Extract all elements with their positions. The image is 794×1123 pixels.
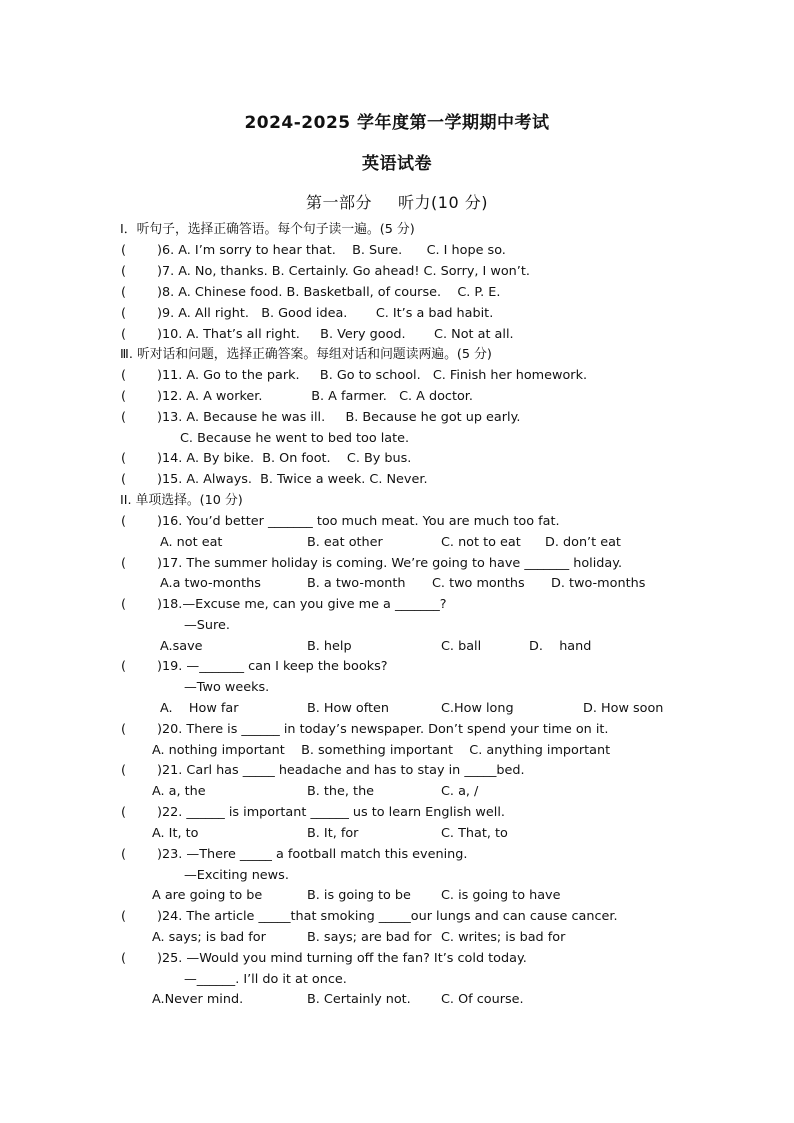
option-a: A. a, the (152, 784, 206, 799)
question-item: )15. A. Always. B. Twice a week. C. Never. (157, 472, 428, 487)
answer-paren: ( (121, 951, 126, 966)
option-a: A. It, to (152, 826, 199, 841)
dialogue-reply: —Sure. (184, 618, 230, 633)
part-name: 听力(10 分) (398, 193, 488, 212)
option-a: A. not eat (160, 535, 223, 550)
dialogue-reply: —Two weeks. (184, 680, 270, 695)
answer-paren: ( (121, 327, 126, 342)
answer-paren: ( (121, 306, 126, 321)
exam-title: 2024-2025 学年度第一学期期中考试 (244, 113, 550, 133)
option-a: A.a two-months (160, 576, 261, 591)
option-c: C.How long (441, 701, 514, 716)
option-c: C. two months (432, 576, 525, 591)
option-b: B. How often (307, 701, 390, 716)
option-d: D. don’t eat (545, 535, 621, 550)
answer-paren: ( (121, 763, 126, 778)
option-c: C. writes; is bad for (441, 930, 566, 945)
answer-paren: ( (121, 514, 126, 529)
part-label: 第一部分 (306, 193, 373, 212)
option-a: A.save (160, 639, 203, 654)
question-item: )8. A. Chinese food. B. Basketball, of course. C. P. E. (157, 285, 501, 300)
answer-paren: ( (121, 472, 126, 487)
answer-paren: ( (121, 368, 126, 383)
question-item: )14. A. By bike. B. On foot. C. By bus. (157, 451, 412, 466)
exam-subtitle: 英语试卷 (362, 154, 432, 174)
section-heading: I．听句子，选择正确答语。每个句子读一遍。(5 分) (120, 222, 415, 237)
question-item: )17. The summer holiday is coming. We’re going to have _______ holiday. (157, 556, 623, 571)
question-item: )22. ______ is important ______ us to learn English well. (157, 805, 505, 820)
option-line: A. nothing important B. something important C. anything important (152, 743, 611, 758)
option-a: A. says; is bad for (152, 930, 266, 945)
option-c: C. a, / (441, 784, 479, 799)
question-item: )18.—Excuse me, can you give me a _______? (157, 597, 447, 612)
question-item: )7. A. No, thanks. B. Certainly. Go ahead! C. Sorry, I won’t. (157, 264, 530, 279)
answer-paren: ( (121, 451, 126, 466)
question-item: )20. There is ______ in today’s newspaper. Don’t spend your time on it. (157, 722, 609, 737)
option-b: B. is going to be (307, 888, 411, 903)
option-c: C. Of course. (441, 992, 524, 1007)
answer-paren: ( (121, 389, 126, 404)
question-item: )25. —Would you mind turning off the fan? It’s cold today. (157, 951, 527, 966)
dialogue-reply: —Exciting news. (184, 868, 289, 883)
answer-paren: ( (121, 264, 126, 279)
option-c: C. is going to have (441, 888, 561, 903)
section-heading: II. 单项选择。(10 分) (120, 493, 243, 508)
answer-paren: ( (121, 285, 126, 300)
section-heading: Ⅲ. 听对话和问题，选择正确答案。每组对话和问题读两遍。(5 分) (120, 347, 492, 362)
question-item: )19. —_______ can I keep the books? (157, 659, 388, 674)
option-c: C. not to eat (441, 535, 521, 550)
option-d: D. two-months (551, 576, 646, 591)
option-b: B. eat other (307, 535, 383, 550)
answer-paren: ( (121, 243, 126, 258)
answer-paren: ( (121, 805, 126, 820)
option-a: A are going to be (152, 888, 263, 903)
option-a: A.Never mind. (152, 992, 244, 1007)
answer-paren: ( (121, 410, 126, 425)
option-c: C. That, to (441, 826, 508, 841)
option-b: B. help (307, 639, 352, 654)
question-item: )24. The article _____that smoking _____our lungs and can cause cancer. (157, 909, 618, 924)
question-item: )11. A. Go to the park. B. Go to school. C. Finish her homework. (157, 368, 588, 383)
option-a: A. How far (160, 701, 239, 716)
option-b: B. It, for (307, 826, 359, 841)
answer-paren: ( (121, 722, 126, 737)
question-item: )13. A. Because he was ill. B. Because he got up early. (157, 410, 521, 425)
answer-paren: ( (121, 556, 126, 571)
question-item: )12. A. A worker. B. A farmer. C. A doctor. (157, 389, 473, 404)
question-item: )21. Carl has _____ headache and has to stay in _____bed. (157, 763, 525, 778)
question-option-line: C. Because he went to bed too late. (180, 431, 410, 446)
question-item: )16. You’d better _______ too much meat. You are much too fat. (157, 514, 560, 529)
option-b: B. a two-month (307, 576, 406, 591)
question-item: )9. A. All right. B. Good idea. C. It’s a bad habit. (157, 306, 494, 321)
part-heading (0, 190, 794, 213)
option-c: C. ball (441, 639, 482, 654)
answer-paren: ( (121, 847, 126, 862)
question-item: )10. A. That’s all right. B. Very good. C. Not at all. (157, 327, 514, 342)
question-item: )23. —There _____ a football match this evening. (157, 847, 468, 862)
option-b: B. Certainly not. (307, 992, 411, 1007)
option-d: D. hand (529, 639, 592, 654)
dialogue-reply: —______. I’ll do it at once. (184, 972, 347, 987)
option-d: D. How soon (583, 701, 664, 716)
answer-paren: ( (121, 909, 126, 924)
answer-paren: ( (121, 597, 126, 612)
answer-paren: ( (121, 659, 126, 674)
option-b: B. says; are bad for (307, 930, 432, 945)
question-item: )6. A. I’m sorry to hear that. B. Sure. C. I hope so. (157, 243, 506, 258)
option-b: B. the, the (307, 784, 375, 799)
